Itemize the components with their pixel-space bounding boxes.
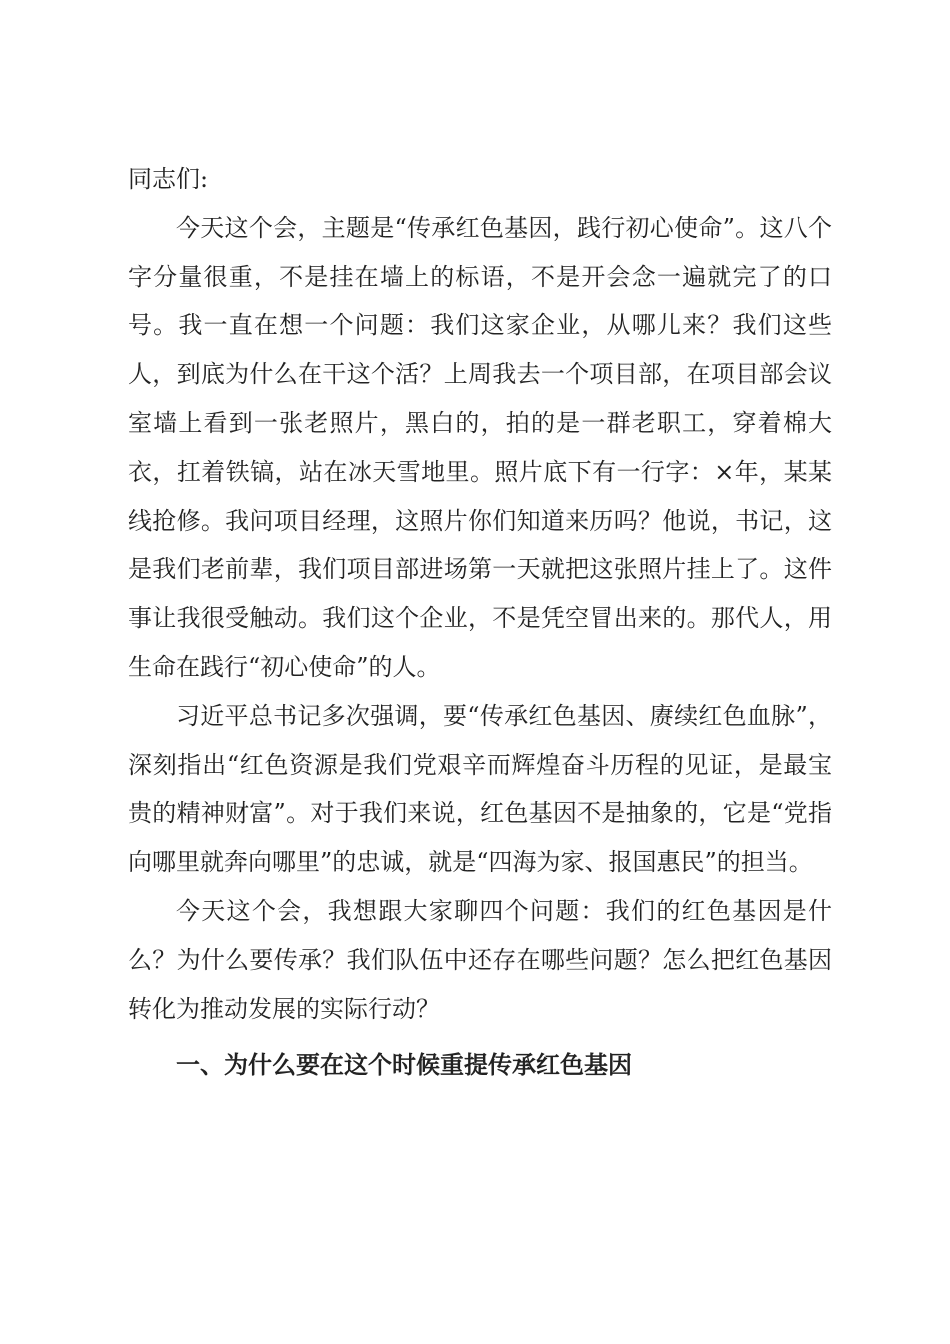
section-heading: 一、为什么要在这个时候重提传承红色基因 xyxy=(176,1051,632,1080)
paragraph-2: 习近平总书记多次强调，要“传承红色基因、赓续红色血脉”，深刻指出“红色资源是我们党艰辛而辉煌奋斗历程的见证，是最宝贵的精神财富”。对于我们来说，红色基因不是抽象的，它是“党指向哪里就奔向哪里”的忠诚，就是“四海为家、报国惠民”的担当。 xyxy=(128,701,832,877)
paragraph-3: 今天这个会，我想跟大家聊四个问题：我们的红色基因是什么？为什么要传承？我们队伍中还存在哪些问题？怎么把红色基因转化为推动发展的实际行动？ xyxy=(128,896,832,1023)
document-body xyxy=(128,155,832,1090)
salutation: 同志们: xyxy=(128,165,209,193)
paragraph-1: 今天这个会，主题是“传承红色基因，践行初心使命”。这八个字分量很重，不是挂在墙上的标语，不是开会念一遍就完了的口号。我一直在想一个问题：我们这家企业，从哪儿来？我们这些人，到底为什么在干这个活？上周我去一个项目部，在项目部会议室墙上看到一张老照片，黑白的，拍的是一群老职工，穿着棉大衣，扛着铁镐，站在冰天雪地里。照片底下有一行字：×年，某某线抢修。我问项目经理，这照片你们知道来历吗？他说，书记，这是我们老前辈，我们项目部进场第一天就把这张照片挂上了。这件事让我很受触动。我们这个企业，不是凭空冒出来的。那代人，用生命在践行“初心使命”的人。 xyxy=(128,213,832,681)
